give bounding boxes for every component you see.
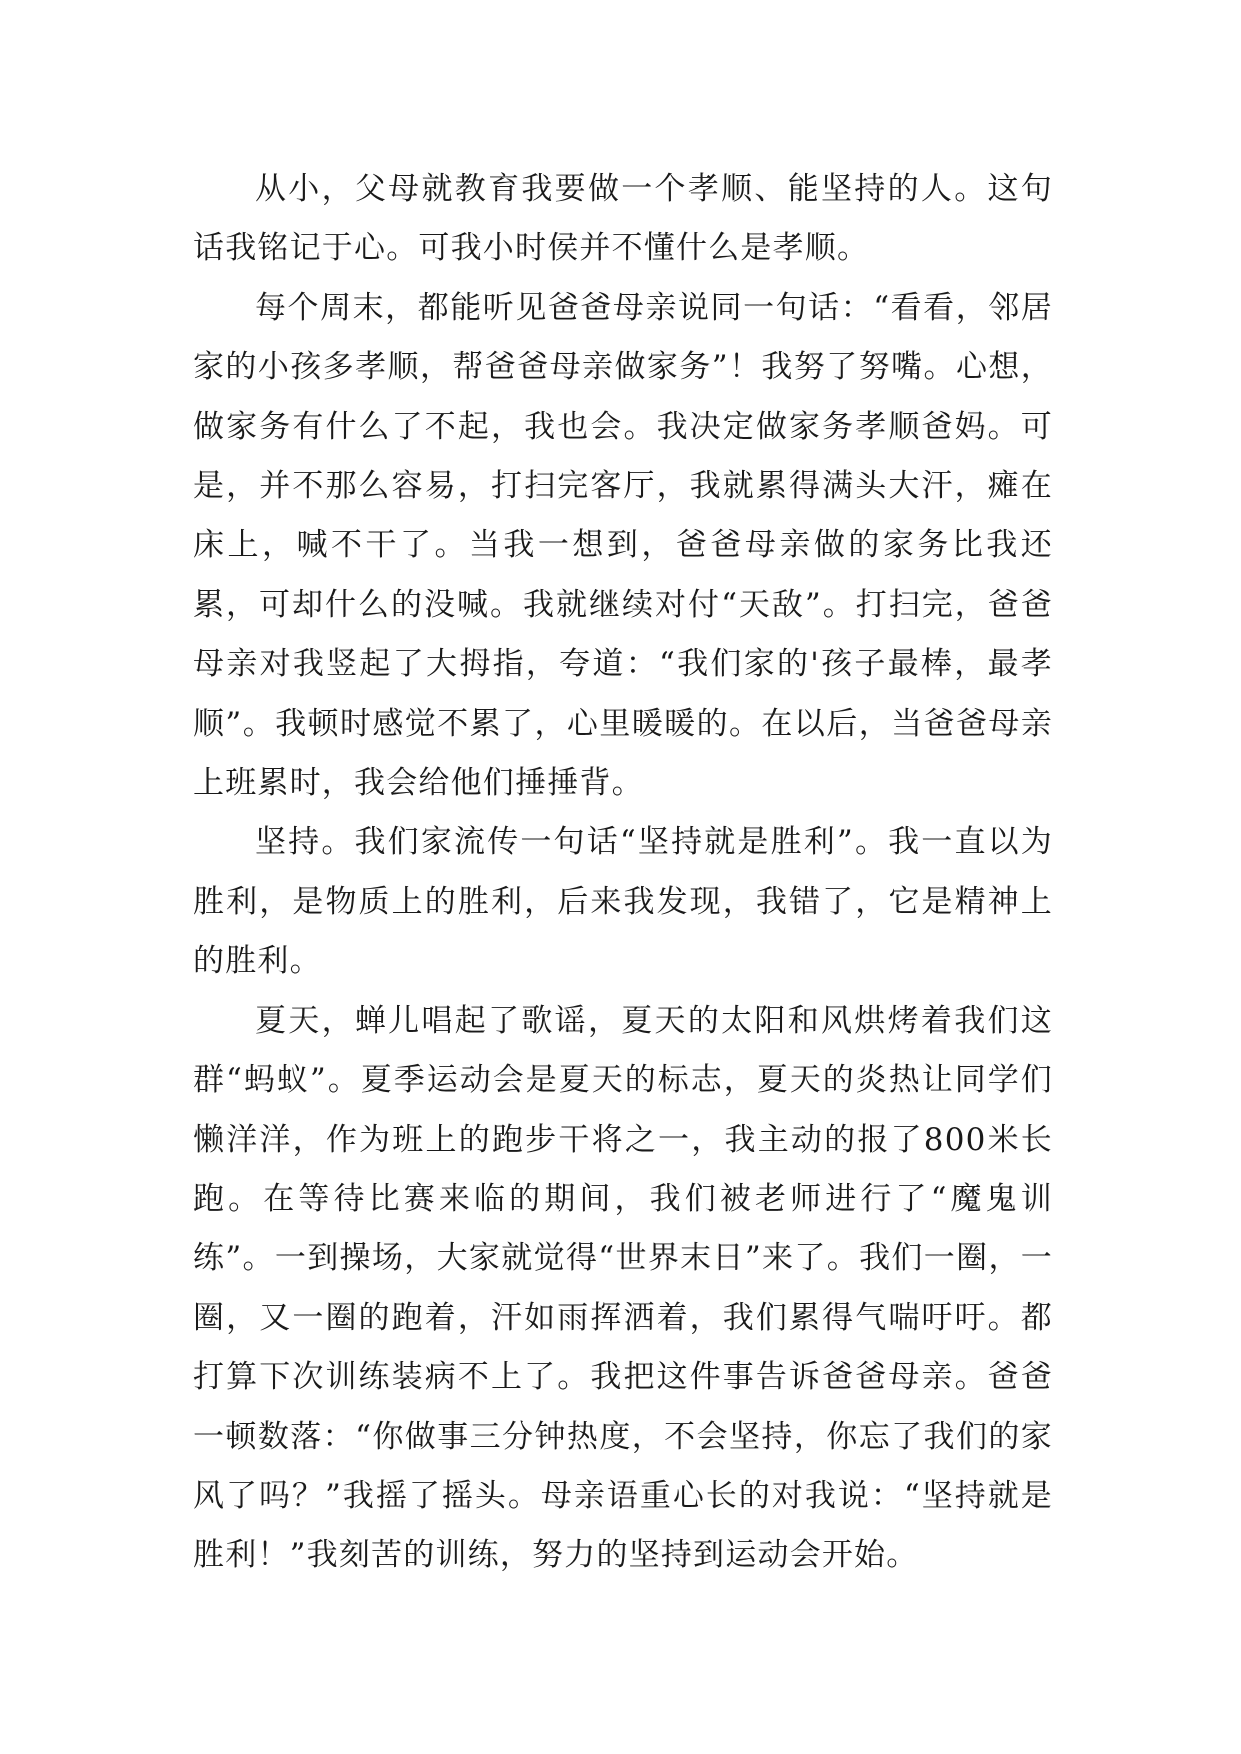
paragraph-1: 从小，父母就教育我要做一个孝顺、能坚持的人。这句话我铭记于心。可我小时侯并不懂什么是孝顺。 [193, 171, 1053, 267]
paragraph-3: 坚持。我们家流传一句话“坚持就是胜利”。我一直以为胜利，是物质上的胜利，后来我发现，我错了，它是精神上的胜利。 [193, 824, 1053, 980]
document-body [193, 160, 1053, 1586]
paragraph-4: 夏天，蝉儿唱起了歌谣，夏天的太阳和风烘烤着我们这群“蚂蚁”。夏季运动会是夏天的标志，夏天的炎热让同学们懒洋洋，作为班上的跑步干将之一，我主动的报了800米长跑。在等待比赛来临的期间，我们被老师进行了“魔鬼训练”。一到操场，大家就觉得“世界末日”来了。我们一圈，一圈，又一圈的跑着，汗如雨挥洒着，我们累得气喘吁吁。都打算下次训练装病不上了。我把这件事告诉爸爸母亲。爸爸一顿数落：“你做事三分钟热度，不会坚持，你忘了我们的家风了吗？”我摇了摇头。母亲语重心长的对我说：“坚持就是胜利！”我刻苦的训练，努力的坚持到运动会开始。 [193, 1002, 1053, 1574]
paragraph-2: 每个周末，都能听见爸爸母亲说同一句话：“看看，邻居家的小孩多孝顺，帮爸爸母亲做家务”！我努了努嘴。心想，做家务有什么了不起，我也会。我决定做家务孝顺爸妈。可是，并不那么容易，打扫完客厅，我就累得满头大汗，瘫在床上，喊不干了。当我一想到，爸爸母亲做的家务比我还累，可却什么的没喊。我就继续对付“天敌”。打扫完，爸爸母亲对我竖起了大拇指，夸道：“我们家的'孩子最棒，最孝顺”。我顿时感觉不累了，心里暖暖的。在以后，当爸爸母亲上班累时，我会给他们捶捶背。 [193, 289, 1053, 802]
